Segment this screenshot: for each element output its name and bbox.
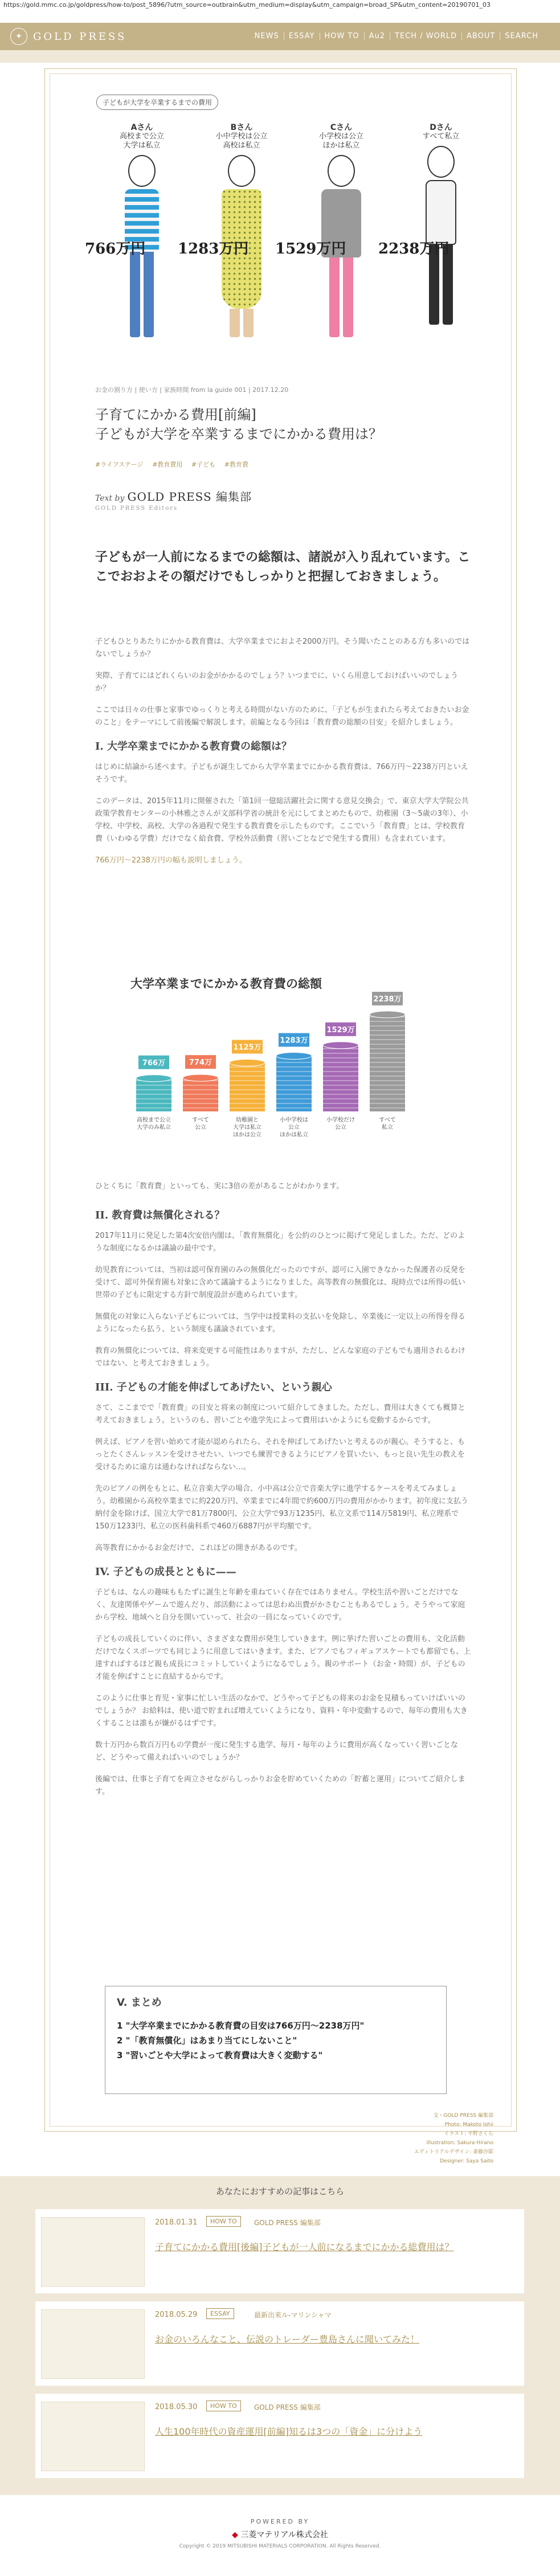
paragraph: 無償化の対象に入らない子どもについては、当学中は授業料の支払いを免除し、卒業後に一定以上の所得を得るようになったら払う、という制度も議論されています。 xyxy=(95,1312,465,1334)
card-thumbnail xyxy=(41,2309,145,2379)
address-bar[interactable]: https://gold.mmc.co.jp/goldpress/how-to/post_5896/?utm_source=outbrain&utm_medium=display&utm_campaign=broad_SP&utm_content=20190701_03 xyxy=(0,0,560,24)
chart-category-label: 高校まで公立 xyxy=(137,1117,171,1123)
chart-bar-group xyxy=(370,992,405,1131)
heading-2: II. 教育費は無償化される？ xyxy=(95,1209,225,1221)
paragraph: 数十万円から数百万円もの学費が一度に発生する進学、毎月・毎年のように費用が高くなっていく習いごとなど、どうやって備えればいいのでしょうか？ xyxy=(95,1741,459,1762)
education-cost-chart xyxy=(130,975,449,1163)
paragraph: 例えば、ピアノを習い始めて才能が認められたら、それを伸ばしてあげたいと考えるのが親心。そうすると、もっとたくさんレッスンを受けさせたい、いつでも練習できるようにピアノを買いたい、もっと良い先生の教えを受けるために遠方は通わなければならない…。 xyxy=(95,1438,465,1471)
chart-bar xyxy=(323,1045,358,1111)
summary-box xyxy=(105,1986,447,2094)
card-title-link[interactable]: 子育てにかかる費用[後編]子どもが一人前になるまでにかかる総費用は？ xyxy=(155,2242,454,2252)
paragraph: このデータは、2015年11月に開催された「第1回一億総活躍社会に関する意見交換会」で、東京大学大学院公共政策学教育センターの小林雅之さんが文部科学省の統計を元にしてまとめたもので、幼稚園（3〜5歳の3年）、小学校、中学校、高校、大学の各過程で発生する教育費を示したものです。ここでいう「教育費」とは、学校教育費（いわゆる学費）だけでなく給食費、学校外活動費（習いごとなどで発生する費用）も含まれています。 xyxy=(95,797,469,843)
summary-title: V. まとめ xyxy=(117,1997,162,2009)
chart-value-label: 1283万 xyxy=(280,1036,308,1045)
paragraph: 後編では、仕事と子育てを両立させながらしっかりお金を貯めていくための「貯蓄と運用」についてご紹介します。 xyxy=(95,1775,465,1796)
article-meta: お金の割り方 | 使い方 | 家族時間 from la guide 001 | 2017.12.20 xyxy=(95,386,289,394)
paragraph: 先のピアノの例をもとに、私立音楽大学の場合、小中高は公立で音楽大学に進学するケースを考えてみましょう。幼稚園から高校卒業までに約220万円、卒業までに4年間で約600万円の費用がかかります。初年度に支払う納付金を除けば、国立大学で81万7800円、公立大学で93万1235円、私立文系で114万5819円、私立理系で150万1233円、私立の医科歯科系で460万6887円が平均額です。 xyxy=(95,1485,468,1531)
credit-line: イラスト: 平野さくら xyxy=(444,2131,493,2137)
chart-bar-top xyxy=(370,1011,405,1018)
card-author: 最新出来ル-マリンシャマ xyxy=(254,2311,332,2319)
summary-item: 3 "習いごとや大学によって教育費は大きく変動する" xyxy=(117,2050,323,2060)
chart-category-label: 小学校だけ xyxy=(326,1117,355,1123)
byline-text-by: Text by xyxy=(95,494,125,503)
card-thumbnail xyxy=(41,2402,145,2471)
recommended-card[interactable] xyxy=(35,2301,524,2386)
chart-category-label: すべて xyxy=(192,1117,209,1123)
credit-line: Designer: Saya Saito xyxy=(440,2158,493,2164)
summary-item: 1 "大学卒業までにかかる教育費の目安は766万円〜2238万円" xyxy=(117,2021,365,2031)
chart-bar-group xyxy=(183,1055,218,1131)
card-category-badge: ESSAY xyxy=(206,2308,234,2319)
card-category-badge: HOW TO xyxy=(206,2401,241,2411)
logo-mark-icon: ✦ xyxy=(10,28,27,45)
recommended-card[interactable] xyxy=(35,2394,524,2478)
tag-life-stage[interactable]: #ライフステージ xyxy=(95,461,144,468)
card-category-badge: HOW TO xyxy=(206,2216,241,2227)
credit-line: Photo: Makoto Ishii xyxy=(444,2122,493,2128)
paragraph: 子どもひとりあたりにかかる教育費は、大学卒業までにおよそ2000万円。そう聞いたことのある方も多いのではないでしょうか？ xyxy=(95,637,470,659)
copyright: Copyright © 2019 MITSUBISHI MATERIALS CORPORATION. All Rights Reserved. xyxy=(179,2544,381,2549)
chart-category-label: 公立 xyxy=(195,1125,206,1131)
figure-c-label: Cさん 小学校は公立 ほかは私立 xyxy=(318,123,363,150)
figure-d-head xyxy=(427,146,455,178)
site-logo[interactable] xyxy=(10,28,126,45)
figure-c-amount: 1529万円 xyxy=(275,240,346,257)
section-intro xyxy=(95,636,471,876)
company-logo[interactable] xyxy=(0,2529,560,2540)
card-date: 2018.05.29 xyxy=(155,2311,198,2319)
chart-category-label: 大学は私立 xyxy=(233,1125,261,1131)
paragraph: 高等教育にかかるお金だけで、これほどの開きがあるのです。 xyxy=(95,1544,302,1552)
recommended-section xyxy=(0,2176,560,2495)
figure-d-blouse xyxy=(426,180,456,245)
card-title-link[interactable]: 人生100年時代の資産運用[前編]知るは3つの「資金」に分けよう xyxy=(155,2426,423,2437)
nav-tech-world[interactable]: TECH / WORLD xyxy=(390,32,461,40)
paragraph: さて、ここまでで「教育費」の目安と将来の制度について紹介してきました。ただし、費用は大きくても概算と考えておきましょう。というのも、習いごとや進学先によって費用はいかようにも変動するからです。 xyxy=(95,1404,465,1425)
card-author: GOLD PRESS 編集部 xyxy=(254,2403,321,2411)
chart-bar-top xyxy=(136,1075,171,1082)
chart-value-label: 1529万 xyxy=(326,1025,355,1035)
paragraph-highlight: 766万円〜2238万円の幅も説明しましょう。 xyxy=(95,856,247,865)
nav-essay[interactable]: ESSAY xyxy=(284,32,320,40)
chart-bar-group xyxy=(136,1056,171,1131)
chart-bar-group xyxy=(230,1040,265,1139)
paragraph: 教育の無償化については、将来変更する可能性はありますが、ただし、どんな家庭の子どもでも適用されるわけではない、と考えておきましょう。 xyxy=(95,1347,465,1368)
chart-bar xyxy=(136,1078,171,1111)
figure-b-head xyxy=(228,155,255,187)
byline-en: GOLD PRESS Editors xyxy=(95,505,178,512)
nav-au2[interactable]: Au2 xyxy=(364,32,390,40)
credit-line: Illustration: Sakura Hirano xyxy=(426,2140,493,2146)
figure-c xyxy=(275,123,381,351)
figure-b-label: Bさん 小中学校は公立 高校は私立 xyxy=(215,123,268,150)
card-title-link[interactable]: お金のいろんなこと、伝説のトレーダー豊島さんに聞いてみた！ xyxy=(155,2334,420,2345)
chart-category-label: すべて xyxy=(379,1117,396,1123)
heading-3: III. 子どもの才能を伸ばしてあげたい、という親心 xyxy=(95,1381,332,1393)
card-date: 2018.05.30 xyxy=(155,2403,198,2411)
article-frame xyxy=(44,68,517,2164)
heading-4: IV. 子どもの成長とともに—— xyxy=(95,1566,236,1578)
byline-name: GOLD PRESS 編集部 xyxy=(127,490,252,504)
chart-value-label: 774万 xyxy=(189,1058,212,1068)
top-band xyxy=(0,50,560,63)
tag-children[interactable]: #子ども xyxy=(191,461,216,468)
figure-a-label: Aさん 高校まで公立 大学は私立 xyxy=(119,123,164,150)
chart-category-label: 小中学校は xyxy=(280,1117,308,1123)
paragraph: 子どもは、なんの趣味ももたずに誕生と年齢を重ねていく存在ではありません。学校生活や習いごとだけでなく、友達関係やゲームで遊んだり、部活動によっては思わぬ出費がかさむこともあるでしょう。そうやって家庭から学校、地域へと自分を開いていって、社会の一員になっていくのです。 xyxy=(95,1588,465,1622)
chart-category-label: 大学のみ私立 xyxy=(137,1125,171,1131)
paragraph: 2017年11月に発足した第4次安倍内閣は、「教育無償化」を公約のひとつに掲げて発足しました。ただ、どのような制度になるかは議論の最中です。 xyxy=(95,1232,465,1253)
figure-a-amount: 766万円 xyxy=(85,240,146,257)
figure-d xyxy=(378,123,481,351)
paragraph: 幼児教育については、当初は認可保育園のみの無償化だったのですが、認可に入園できなかった保護者の反発を受けて、認可外保育園も対象に含めて議論するようになりました。高等教育の無償化は、現時点では所得の低い世帯の子どもに限定する方針で制度設計が進められています。 xyxy=(95,1266,465,1299)
paragraph: ここでは日々の仕事と家事でゆっくりと考える時間がない方のために、「子どもが生まれたら考えておきたいお金のこと」をテーマにして前後編で解説します。前編となる今回は「教育費の総額の目安」を紹介しましょう。 xyxy=(95,706,469,727)
nav-how-to[interactable]: HOW TO xyxy=(320,32,364,40)
chart-category-label: ほかは公立 xyxy=(233,1132,261,1138)
heading-1: I. 大学卒業までにかかる教育費の総額は？ xyxy=(95,741,292,753)
article-tags xyxy=(95,460,255,469)
figure-c-head xyxy=(328,155,355,187)
chart-category-label: 公立 xyxy=(335,1125,346,1131)
paragraph: はじめに結論から述べます。子どもが誕生してから大学卒業までにかかる教育費は、766万円〜2238万円といえそうです。 xyxy=(95,763,468,784)
figure-c-legs xyxy=(301,257,381,337)
section-main xyxy=(95,1203,471,1808)
chart-value-label: 2238万 xyxy=(373,995,402,1004)
chart-category-label: ほかは私立 xyxy=(280,1132,308,1138)
nav-menu xyxy=(250,32,543,40)
powered-by: POWERED BY xyxy=(250,2518,310,2525)
chart-bar-top xyxy=(183,1074,218,1081)
chart-bar-top xyxy=(230,1060,265,1066)
nav-search[interactable]: SEARCH xyxy=(500,32,543,40)
chart-bar-top xyxy=(323,1042,358,1049)
tag-education[interactable]: #教育費 xyxy=(224,461,248,468)
summary-item: 2 "「教育無償化」はあまり当てにしないこと" xyxy=(117,2035,297,2046)
credit-line: 文・GOLD PRESS 編集部 xyxy=(433,2113,493,2119)
figure-b xyxy=(178,123,281,351)
chart-bar-top xyxy=(276,1052,312,1059)
chart-category-label: 幼稚園と xyxy=(236,1117,259,1123)
nav-news[interactable]: NEWS xyxy=(254,32,279,40)
figure-b-amount: 1283万円 xyxy=(178,240,249,257)
chart-bar-group xyxy=(276,1033,312,1138)
byline xyxy=(95,488,252,512)
lead-text: 子どもが一人前になるまでの総額は、諸説が入り乱れています。ここでおおよその額だけでもしっかりと把握しておきましょう。 xyxy=(95,550,471,584)
credits xyxy=(414,2111,493,2166)
figure-d-label: Dさん すべて私立 xyxy=(422,123,460,141)
figure-a-legs xyxy=(102,252,182,337)
chart-bar-group xyxy=(323,1023,358,1131)
recommended-title: あなたにおすすめの記事はこちら xyxy=(215,2186,345,2197)
chart-category-label: 私立 xyxy=(382,1125,393,1131)
card-date: 2018.01.31 xyxy=(155,2218,198,2227)
figure-a xyxy=(85,123,182,351)
figure-a-head xyxy=(128,155,156,187)
hero-tag: 子どもが大学を卒業するまでの費用 xyxy=(96,95,218,110)
figure-b-legs xyxy=(202,309,281,337)
paragraph: このように仕事と育児・家事に忙しい生活のなかで、どうやって子どもの将来のお金を見積もっていけばいいのでしょうか？ お給料は、使い道で貯まれば増えていくようになり、資料・年中変動するので、毎年の費用も大きくすることは誰もが嫌がるはずです。 xyxy=(95,1694,468,1728)
recommended-card[interactable] xyxy=(35,2209,524,2293)
tag-education-cost[interactable]: #教育費用 xyxy=(152,461,183,468)
nav-about[interactable]: ABOUT xyxy=(461,32,500,40)
top-navigation xyxy=(0,23,560,50)
chart-svg xyxy=(130,992,449,1163)
chart-title: 大学卒業までにかかる教育費の総額 xyxy=(130,977,322,991)
card-thumbnail xyxy=(41,2217,145,2287)
chart-value-label: 766万 xyxy=(142,1058,166,1068)
hero-illustration xyxy=(85,89,489,362)
chart-bar xyxy=(230,1063,265,1112)
credit-line: エディトリアルデザイン: 斎藤沙耶 xyxy=(414,2149,493,2155)
footer xyxy=(0,2507,560,2576)
company-mark-icon: ◆ xyxy=(232,2530,238,2540)
paragraph: 子どもの成長していくのに伴い、さまざまな費用が発生していきます。例に挙げた習いごとの費用も、文化活動だけでなくスポーツでも同じように用意してはいきます。また、ピアノでもフィギュアスケートでも都留でも、上達すればするほど親も成長にコミットしていくようになるでしょう。親のサポート（お金・時間）が、子どもの才能を伸ばすことに直結するからです。 xyxy=(95,1635,471,1681)
card-author: GOLD PRESS 編集部 xyxy=(254,2219,321,2227)
chart-caption: ひとくちに「教育費」といっても、実に3倍の差があることがわかります。 xyxy=(95,1182,344,1191)
figure-d-amount: 2238万円 xyxy=(378,240,449,257)
paragraph: 実際、子育てにはどれくらいのお金がかかるのでしょう？いつまでに、いくら用意しておけばいいのでしょうか？ xyxy=(95,672,459,693)
chart-category-label: 公立 xyxy=(288,1125,300,1131)
article-title: 子育てにかかる費用[前編] 子どもが大学を卒業するまでにかかる費用は？ xyxy=(95,407,382,442)
chart-value-label: 1125万 xyxy=(233,1043,261,1052)
chart-bar xyxy=(370,1015,405,1111)
logo-text: GOLD PRESS xyxy=(33,30,127,43)
company-name: 三菱マテリアル株式会社 xyxy=(240,2530,328,2540)
